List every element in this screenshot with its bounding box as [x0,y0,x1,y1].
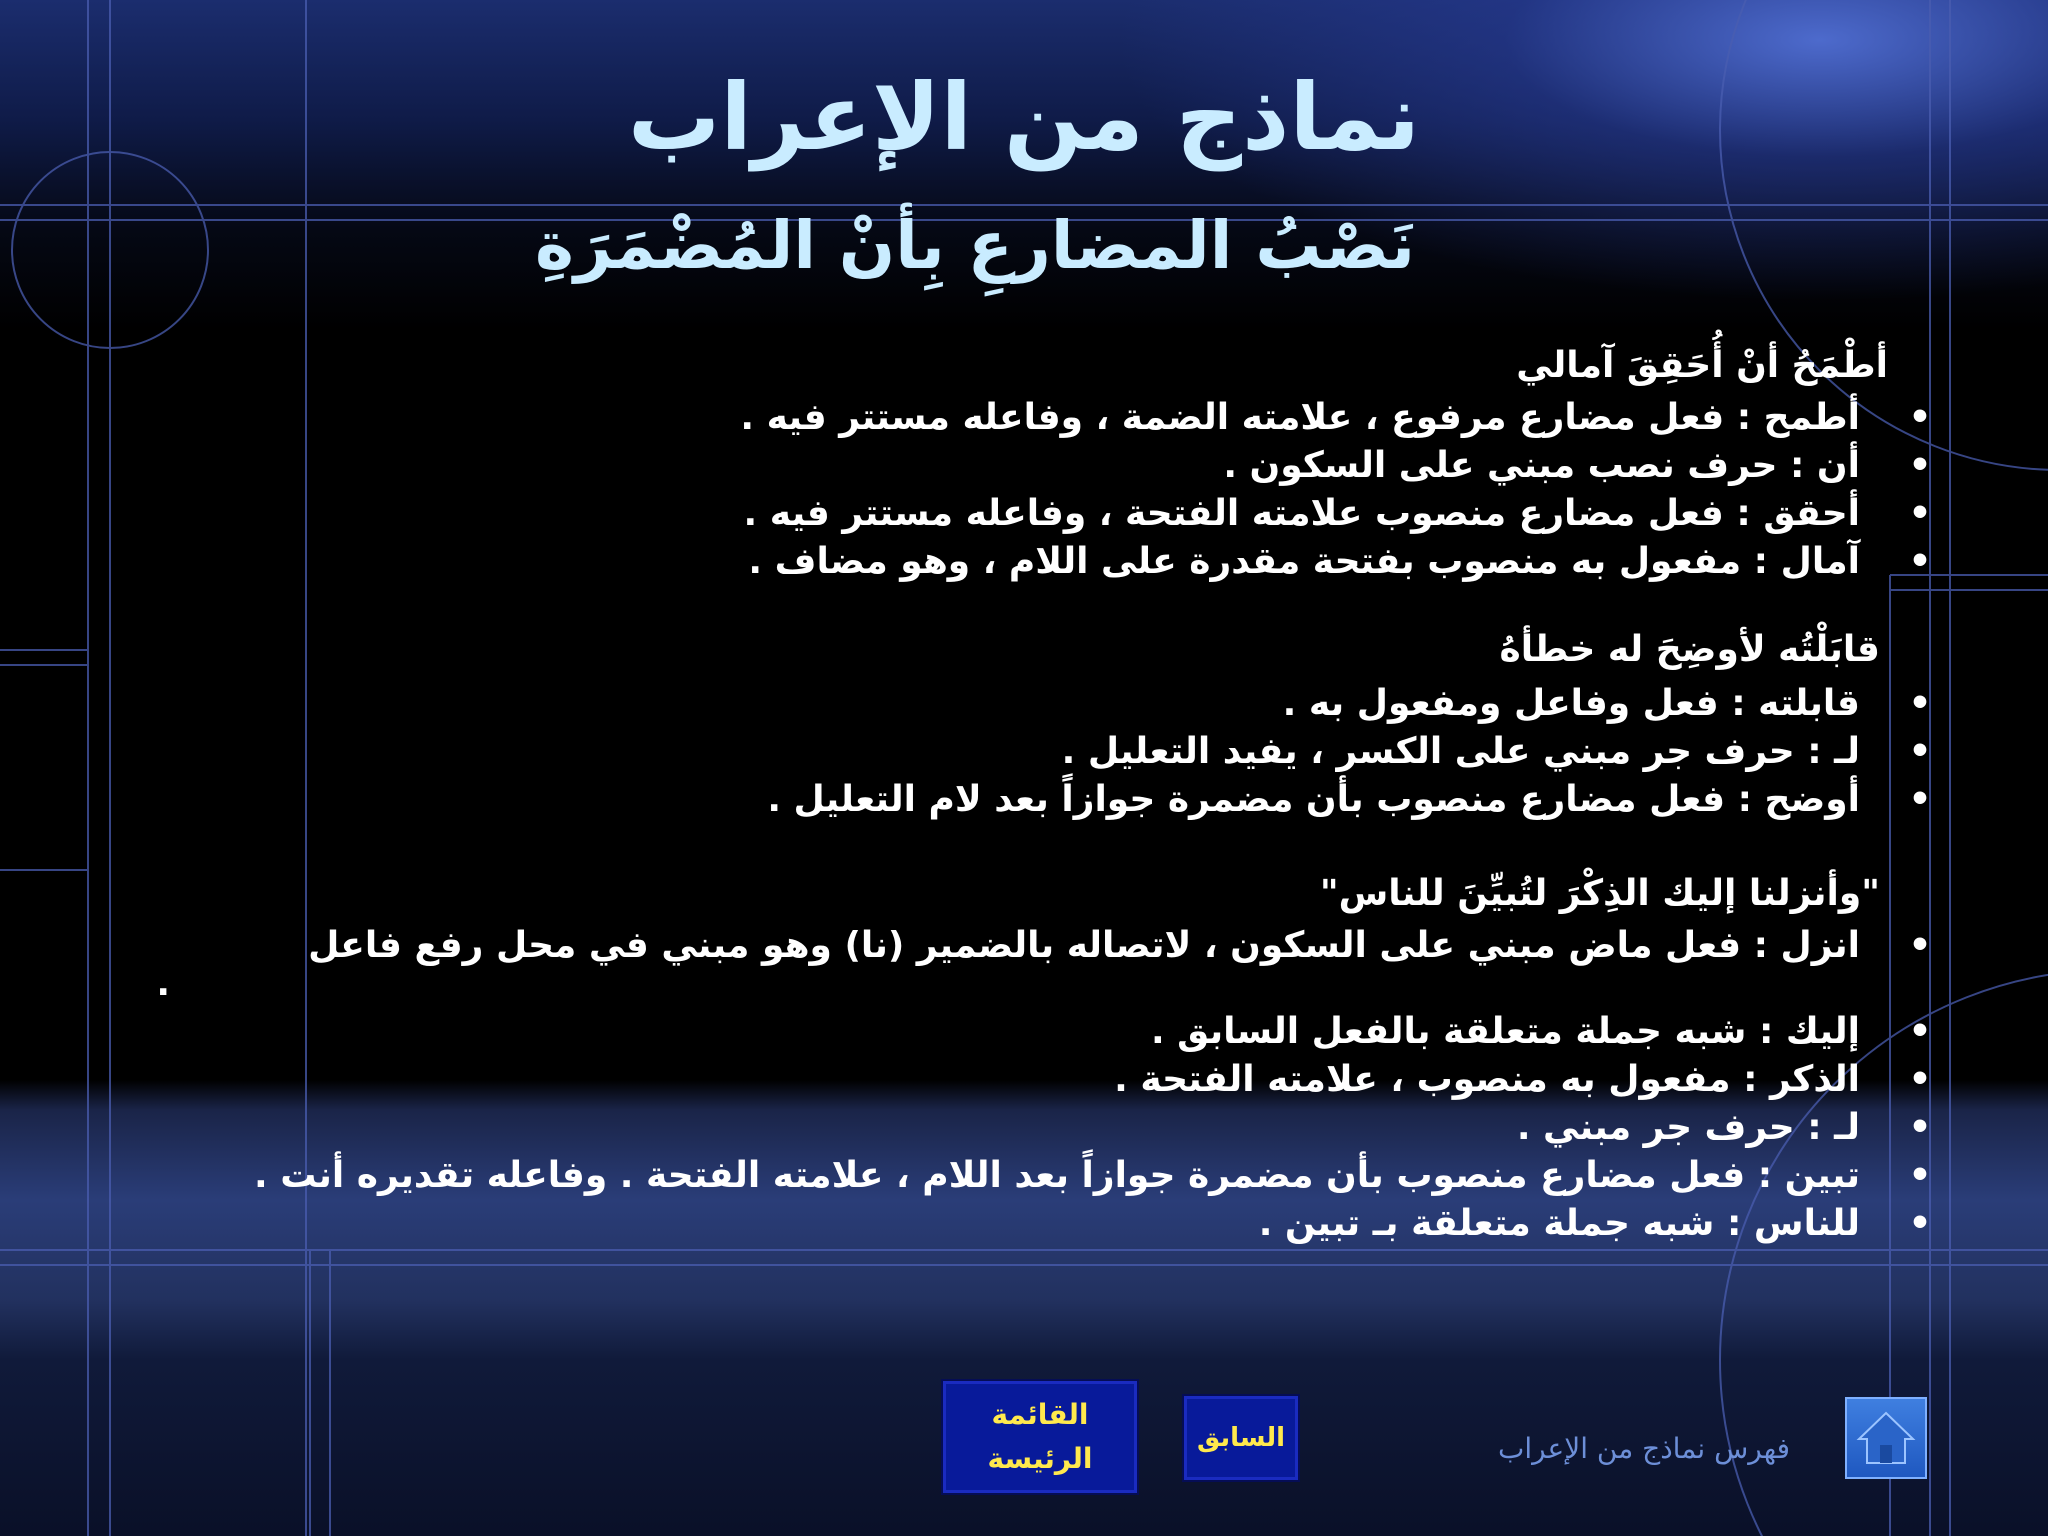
bullet-icon: • [1908,683,1932,724]
main-menu-button[interactable] [943,1381,1137,1493]
bullet-icon: • [1908,1107,1932,1148]
example-heading-3: "وأنزلنا إليك الذِكْرَ لتُبيِّنَ للناس" [1319,873,1880,914]
list-item-text: أطمح : فعل مضارع مرفوع ، علامته الضمة ، وفاعله مستتر فيه . [740,397,1860,438]
list-item-wrap-text: . [156,963,170,1004]
list-item-text: للناس : شبه جملة متعلقة بـ تبين . [1258,1203,1860,1244]
list-item-text: قابلته : فعل وفاعل ومفعول به . [1282,683,1860,724]
previous-button[interactable]: السابق [1184,1396,1298,1480]
list-item-text: أوضح : فعل مضارع منصوب بأن مضمرة جوازاً بعد لام التعليل . [767,779,1860,820]
index-link[interactable]: فهرس نماذج من الإعراب [1497,1432,1790,1465]
bullet-icon: • [1908,493,1932,534]
slide-title: نماذج من الإعراب [627,64,1421,171]
bullet-icon: • [1908,541,1932,582]
list-item-text: إليك : شبه جملة متعلقة بالفعل السابق . [1150,1011,1860,1052]
bullet-icon: • [1908,445,1932,486]
bullet-icon: • [1908,1011,1932,1052]
list-item-text: آمال : مفعول به منصوب بفتحة مقدرة على اللام ، وهو مضاف . [748,541,1860,582]
list-item-text: انزل : فعل ماض مبني على السكون ، لاتصاله بالضمير (نا) وهو مبني في محل رفع فاعل [308,925,1860,966]
list-item-text: لـ : حرف جر مبني . [1516,1107,1860,1148]
list-item-text: تبين : فعل مضارع منصوب بأن مضمرة جوازاً بعد اللام ، علامته الفتحة . وفاعله تقديره أنت . [254,1155,1860,1196]
bullet-icon: • [1908,779,1932,820]
main-menu-label-line2: الرئيسة [987,1442,1093,1475]
list-item-text: أحقق : فعل مضارع منصوب علامته الفتحة ، وفاعله مستتر فيه . [743,493,1860,534]
home-icon [1847,1399,1925,1477]
list-item-text: لـ : حرف جر مبني على الكسر ، يفيد التعليل . [1061,731,1860,772]
example-heading-1: أطْمَحُ أنْ أُحَقِقَ آمالي [1516,345,1888,386]
bullet-icon: • [1908,731,1932,772]
list-item-text: الذكر : مفعول به منصوب ، علامته الفتحة . [1114,1059,1860,1100]
slide-subtitle: نَصْبُ المضارعِ بِأنْ المُضْمَرَةِ [534,207,1415,284]
example-heading-2: قابَلْتُه لأوضِحَ له خطأهُ [1499,629,1880,670]
bullet-icon: • [1908,1059,1932,1100]
bullet-icon: • [1908,1203,1932,1244]
bullet-icon: • [1908,1155,1932,1196]
list-item-text: أن : حرف نصب مبني على السكون . [1223,445,1860,486]
bullet-icon: • [1908,925,1932,966]
bullet-icon: • [1908,397,1932,438]
home-button[interactable] [1845,1397,1927,1479]
main-menu-label-line1: القائمة [991,1398,1089,1431]
